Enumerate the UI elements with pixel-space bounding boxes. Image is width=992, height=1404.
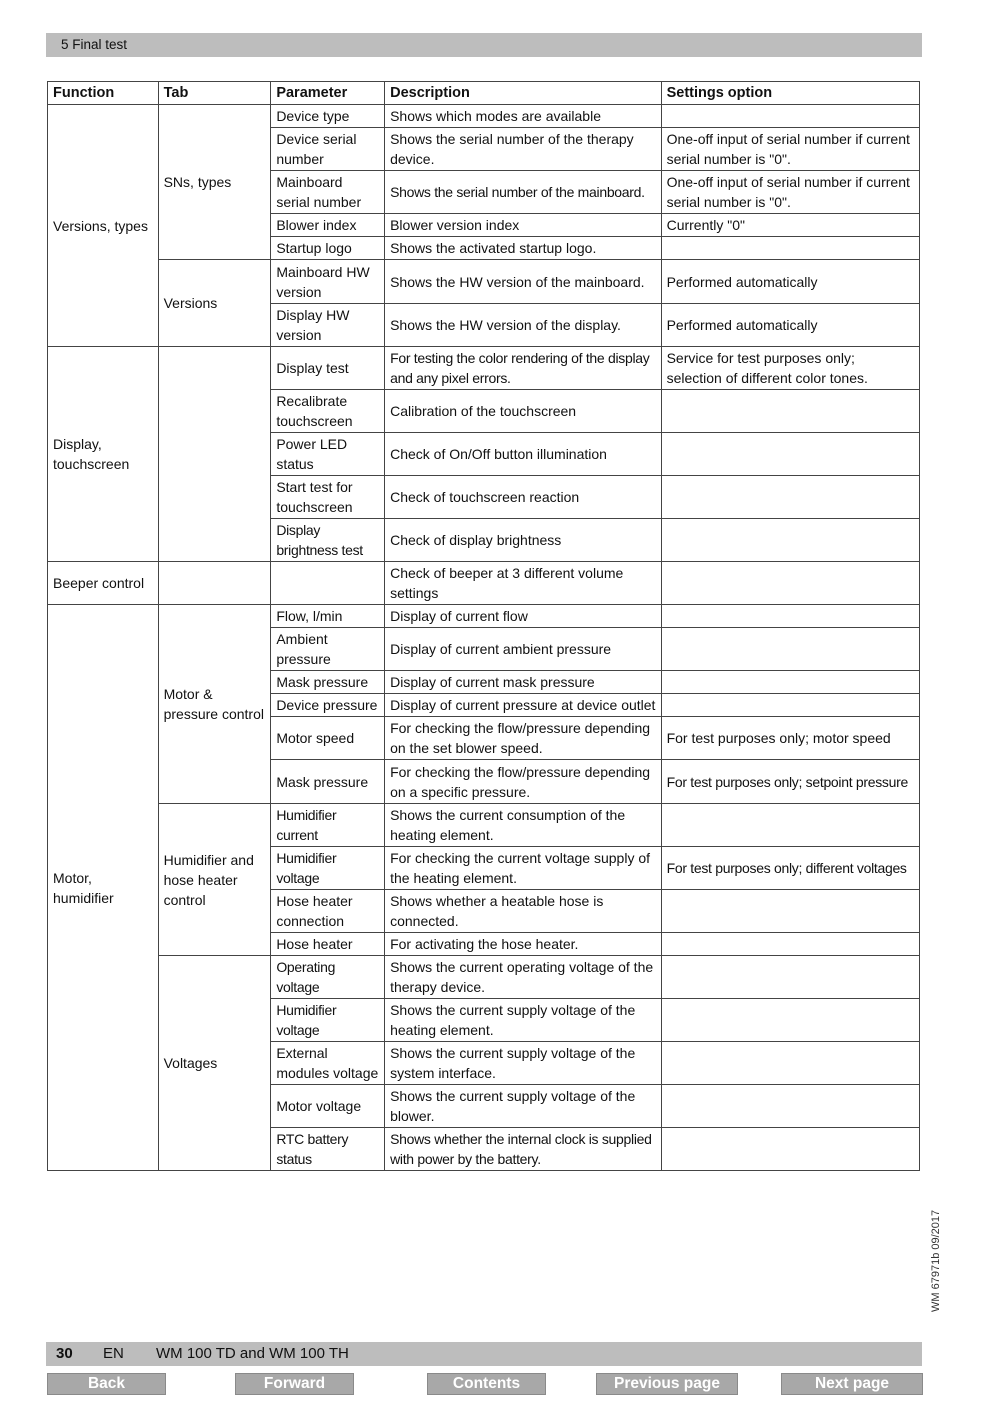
parameter-cell: External modules voltage: [271, 1042, 385, 1085]
forward-button[interactable]: Forward: [235, 1373, 354, 1395]
table-row: [48, 347, 920, 390]
settings-cell: For test purposes only; setpoint pressure: [661, 760, 919, 804]
parameter-cell: Display test: [271, 347, 385, 390]
description-cell: Shows the current operating voltage of the therapy device.: [385, 956, 661, 999]
settings-cell: [661, 1128, 919, 1171]
parameter-cell: Recalibrate touchscreen: [271, 390, 385, 433]
parameter-cell: Display HW version: [271, 304, 385, 347]
settings-cell: [661, 476, 919, 519]
table-row: [48, 605, 920, 628]
parameter-cell: Mask pressure: [271, 760, 385, 804]
description-cell: Shows whether the internal clock is supplied with power by the battery.: [385, 1128, 661, 1171]
settings-cell: [661, 804, 919, 847]
parameter-cell: Motor speed: [271, 717, 385, 760]
parameter-cell: Humidifier current: [271, 804, 385, 847]
description-cell: Display of current flow: [385, 605, 661, 628]
header-description: Description: [385, 82, 661, 105]
header-settings-option: Settings option: [661, 82, 919, 105]
settings-cell: [661, 628, 919, 671]
parameter-cell: [271, 562, 385, 605]
description-cell: Display of current ambient pressure: [385, 628, 661, 671]
parameter-cell: Startup logo: [271, 237, 385, 260]
parameter-cell: Operating voltage: [271, 956, 385, 999]
description-cell: Shows which modes are available: [385, 105, 661, 128]
settings-cell: [661, 671, 919, 694]
previous-page-button[interactable]: Previous page: [596, 1373, 738, 1395]
tab-cell: [158, 347, 271, 562]
parameter-cell: Motor voltage: [271, 1085, 385, 1128]
model-name: WM 100 TD and WM 100 TH: [156, 1345, 349, 1362]
language-code: EN: [103, 1345, 124, 1362]
document-code-text: WM 67971b 09/2017: [930, 1209, 942, 1312]
settings-cell: Performed automatically: [661, 304, 919, 347]
settings-cell: [661, 890, 919, 933]
description-cell: Shows the current supply voltage of the heating element.: [385, 999, 661, 1042]
settings-cell: [661, 237, 919, 260]
function-cell: Motor, humidifier: [48, 605, 159, 1171]
settings-cell: [661, 1042, 919, 1085]
description-cell: Shows the current consumption of the heating element.: [385, 804, 661, 847]
parameter-cell: Power LED status: [271, 433, 385, 476]
settings-cell: [661, 956, 919, 999]
parameter-cell: Mainboard serial number: [271, 171, 385, 214]
settings-cell: Currently "0": [661, 214, 919, 237]
description-cell: Shows the serial number of the therapy device.: [385, 128, 661, 171]
settings-cell: [661, 933, 919, 956]
description-cell: For checking the flow/pressure depending on a specific pressure.: [385, 760, 661, 804]
footer-bar: [46, 1342, 922, 1366]
parameter-cell: Hose heater: [271, 933, 385, 956]
function-cell: Versions, types: [48, 105, 159, 347]
settings-cell: [661, 519, 919, 562]
parameter-cell: RTC battery status: [271, 1128, 385, 1171]
table-header-row: [48, 82, 920, 105]
parameter-cell: Device pressure: [271, 694, 385, 717]
parameter-cell: Display brightness test: [271, 519, 385, 562]
tab-cell: SNs, types: [158, 105, 271, 260]
settings-cell: One-off input of serial number if current serial number is "0".: [661, 128, 919, 171]
settings-cell: Performed automatically: [661, 260, 919, 304]
parameter-cell: Flow, l/min: [271, 605, 385, 628]
parameter-cell: Humidifier voltage: [271, 847, 385, 890]
description-cell: Shows the current supply voltage of the blower.: [385, 1085, 661, 1128]
description-cell: Shows the current supply voltage of the system interface.: [385, 1042, 661, 1085]
parameter-cell: Device type: [271, 105, 385, 128]
description-cell: Display of current pressure at device outlet: [385, 694, 661, 717]
settings-cell: For test purposes only; different voltages: [661, 847, 919, 890]
description-cell: For checking the flow/pressure depending on the set blower speed.: [385, 717, 661, 760]
settings-cell: [661, 694, 919, 717]
header-tab: Tab: [158, 82, 271, 105]
parameter-cell: Ambient pressure: [271, 628, 385, 671]
description-cell: For testing the color rendering of the display and any pixel errors.: [385, 347, 661, 390]
settings-cell: [661, 433, 919, 476]
settings-cell: For test purposes only; motor speed: [661, 717, 919, 760]
header-parameter: Parameter: [271, 82, 385, 105]
description-cell: For checking the current voltage supply of the heating element.: [385, 847, 661, 890]
parameter-cell: Humidifier voltage: [271, 999, 385, 1042]
settings-cell: One-off input of serial number if current serial number is "0".: [661, 171, 919, 214]
tab-cell: Voltages: [158, 956, 271, 1171]
table-row: [48, 804, 920, 847]
next-page-button[interactable]: Next page: [781, 1373, 923, 1395]
parameter-cell: Hose heater connection: [271, 890, 385, 933]
header-function: Function: [48, 82, 159, 105]
section-title: 5 Final test: [61, 37, 128, 52]
page-number: 30: [56, 1345, 73, 1362]
settings-cell: Service for test purposes only; selection of different color tones.: [661, 347, 919, 390]
settings-cell: [661, 390, 919, 433]
contents-button[interactable]: Contents: [427, 1373, 546, 1395]
tab-cell: [158, 562, 271, 605]
description-cell: Check of touchscreen reaction: [385, 476, 661, 519]
settings-cell: [661, 1085, 919, 1128]
section-header-bar: [46, 33, 922, 57]
settings-cell: [661, 999, 919, 1042]
table-row: [48, 260, 920, 304]
description-cell: Display of current mask pressure: [385, 671, 661, 694]
settings-cell: [661, 105, 919, 128]
description-cell: Check of On/Off button illumination: [385, 433, 661, 476]
function-cell: Beeper control: [48, 562, 159, 605]
description-cell: Calibration of the touchscreen: [385, 390, 661, 433]
tab-cell: Versions: [158, 260, 271, 347]
description-cell: Shows the serial number of the mainboard.: [385, 171, 661, 214]
parameter-cell: Mask pressure: [271, 671, 385, 694]
parameter-cell: Device serial number: [271, 128, 385, 171]
parameter-cell: Mainboard HW version: [271, 260, 385, 304]
description-cell: Shows the HW version of the mainboard.: [385, 260, 661, 304]
table-row: [48, 562, 920, 605]
description-cell: For activating the hose heater.: [385, 933, 661, 956]
parameter-cell: Blower index: [271, 214, 385, 237]
description-cell: Shows the activated startup logo.: [385, 237, 661, 260]
back-button[interactable]: Back: [47, 1373, 166, 1395]
settings-cell: [661, 605, 919, 628]
parameter-table: [47, 81, 920, 1171]
description-cell: Blower version index: [385, 214, 661, 237]
description-cell: Check of display brightness: [385, 519, 661, 562]
parameter-cell: Start test for touchscreen: [271, 476, 385, 519]
settings-cell: [661, 562, 919, 605]
table-row: [48, 105, 920, 128]
description-cell: Shows the HW version of the display.: [385, 304, 661, 347]
table-row: [48, 956, 920, 999]
tab-cell: Motor & pressure control: [158, 605, 271, 804]
description-cell: Shows whether a heatable hose is connected.: [385, 890, 661, 933]
function-cell: Display, touchscreen: [48, 347, 159, 562]
tab-cell: Humidifier and hose heater control: [158, 804, 271, 956]
description-cell: Check of beeper at 3 different volume settings: [385, 562, 661, 605]
document-code: [930, 1200, 942, 1312]
